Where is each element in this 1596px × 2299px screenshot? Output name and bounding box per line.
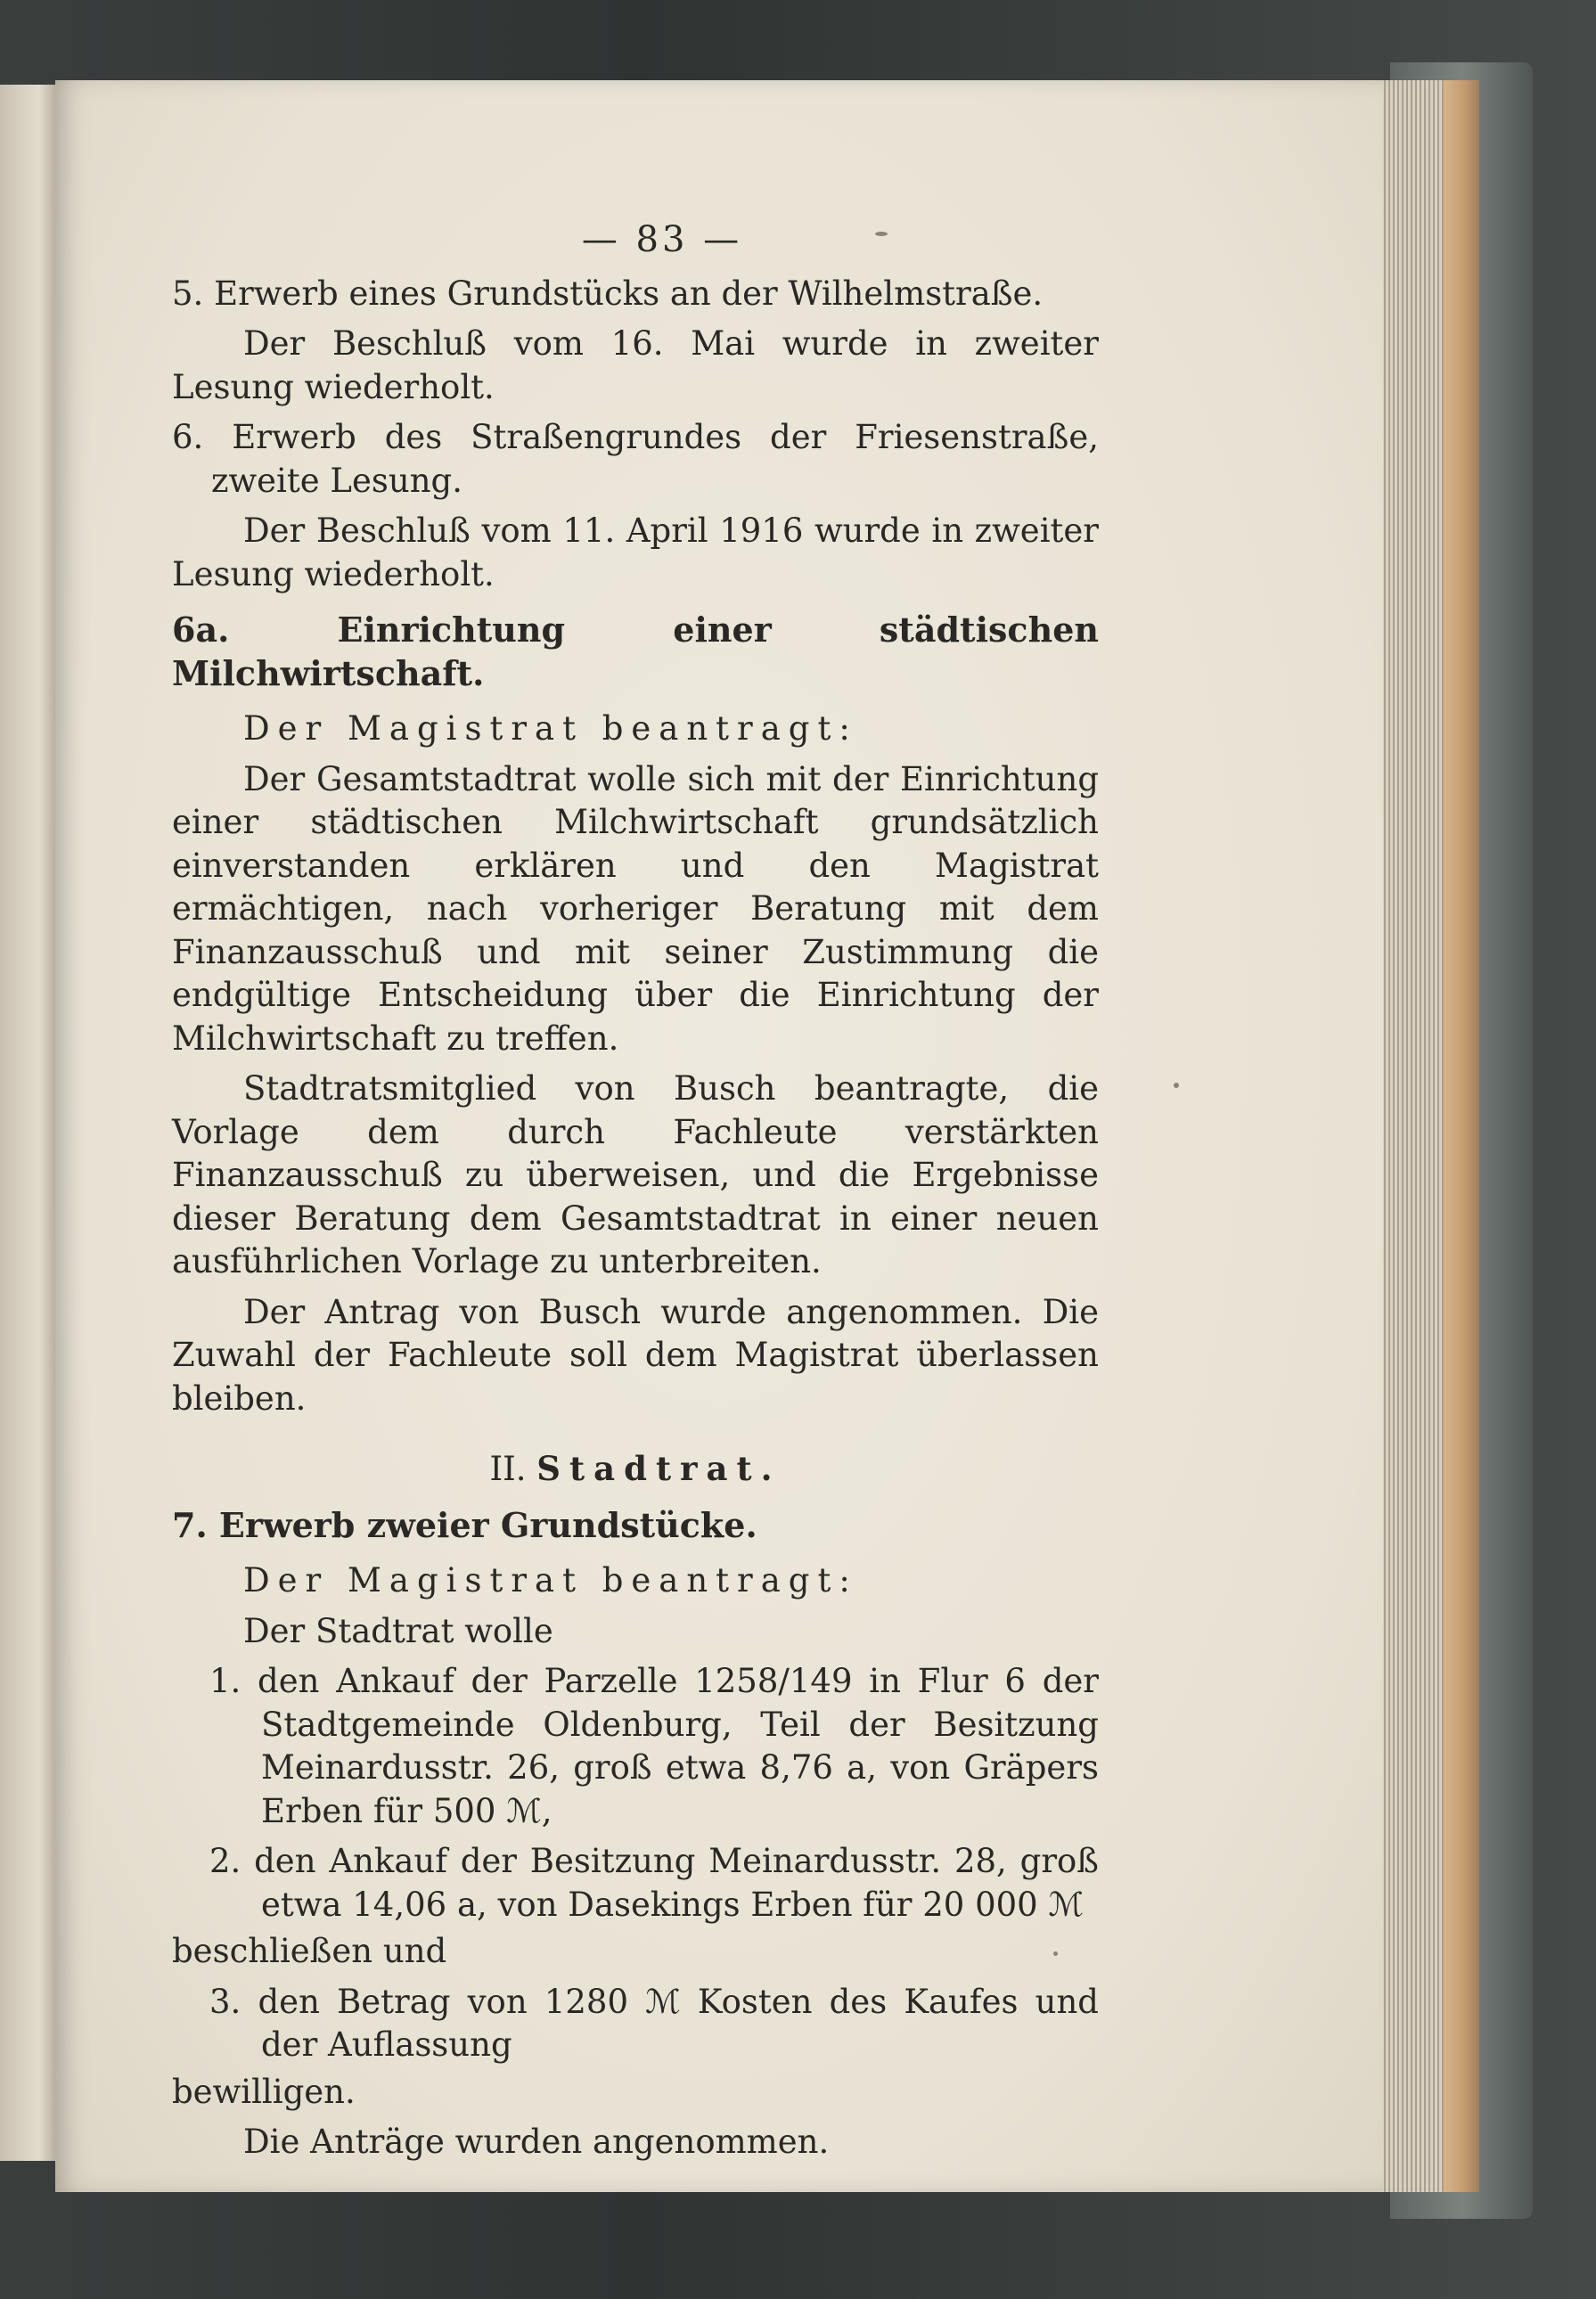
item-6-title: 6. Erwerb des Straßengrundes der Friesenstraße, zweite Lesung. [172,418,1099,500]
item-6a-paragraph-2: Stadtratsmitglied von Busch beantragte, die Vorlage dem durch Fachleute verstärkten Finanzausschuß zu überweisen, und die Ergebnisse dieser Beratung dem Gesamtstadtrat in einer neuen ausführlichen Vorlage zu unterbreiten. [172,1069,1099,1280]
page-text [172,218,1099,2164]
item-7-point-2: 2. den Ankauf der Besitzung Meinardusstr. 28, groß etwa 14,06 a, von Dasekings Erben für 20 000 ℳ [209,1842,1099,1924]
item-7-point-3: 3. den Betrag von 1280 ℳ Kosten des Kaufes und der Auflassung [209,1982,1099,2064]
section-heading [172,1447,1099,1492]
item-5-text: Der Beschluß vom 16. Mai wurde in zweiter Lesung wiederholt. [172,324,1099,406]
item-5-title: 5. Erwerb eines Grundstücks an der Wilhelmstraße. [172,274,1044,313]
page-edges-gilt [1444,80,1479,2192]
item-7-point-1: 1. den Ankauf der Parzelle 1258/149 in Flur 6 der Stadtgemeinde Oldenburg, Teil der Besitzung Meinardusstr. 26, groß etwa 8,76 a, von Gräpers Erben für 500 ℳ, [209,1662,1099,1830]
item-7-result: Die Anträge wurden angenommen. [243,2123,830,2161]
item-7-beantragt: Der Magistrat beantragt: [243,1561,858,1599]
item-6a-paragraph-3: Der Antrag von Busch wurde angenommen. Die Zuwahl der Fachleute soll dem Magistrat überlassen bleiben. [172,1292,1099,1418]
item-7-title: 7. Erwerb zweier Grundstücke. [172,1504,757,1545]
item-6a-paragraph-1: Der Gesamtstadtrat wolle sich mit der Einrichtung einer städtischen Milchwirtschaft grundsätzlich einverstanden erklären und den Magistrat ermächtigen, nach vorheriger Beratung mit dem Finanzausschuß und mit seiner Zustimmung die endgültige Entscheidung über die Einrichtung der Milchwirtschaft zu treffen. [172,759,1099,1058]
item-7-mid: beschließen und [172,1932,447,1970]
section-numeral: II. [489,1450,527,1488]
item-6a-beantragt: Der Magistrat beantragt: [243,709,858,748]
left-facing-page [0,85,55,2161]
item-7-end: bewilligen. [172,2072,356,2111]
item-7-intro: Der Stadtrat wolle [243,1611,553,1650]
paper-speck [1174,1083,1179,1088]
section-title: Stadtrat. [536,1449,782,1488]
item-6-text: Der Beschluß vom 11. April 1916 wurde in zweiter Lesung wiederholt. [172,511,1099,593]
page-number: — 83 — [581,219,743,260]
item-6a-title: 6a. Einrichtung einer städtischen Milchwirtschaft. [172,610,1099,693]
